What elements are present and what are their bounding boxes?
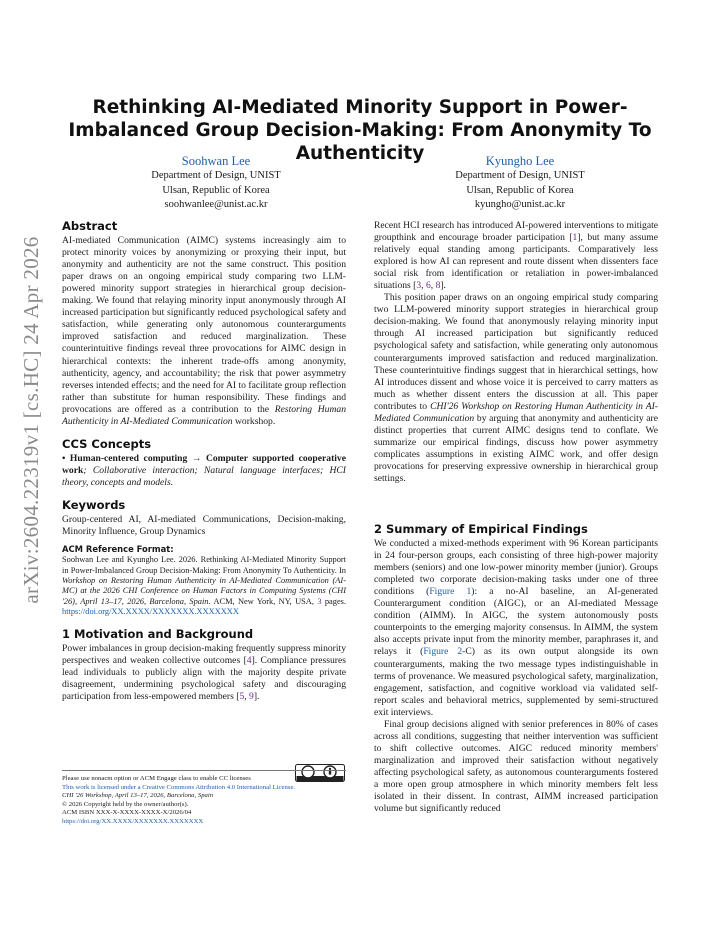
author-location: Ulsan, Republic of Korea — [162, 184, 270, 196]
keywords-text: Group-centered AI, AI-mediated Communications, Decision-making, Minority Influence, Group Dynamics — [62, 514, 346, 538]
section-2-paragraph-1: We conducted a mixed-methods experiment with 96 Korean participants in 24 four-person groups, each consisting of three high-power majority members (seniors) and one low-power minority member (junior). Groups completed two corporate decision-making tasks under one of three conditions (Figure 1): a no-AI baseline, an AI-generated Counterargument condition (AIGC), or an AI-mediated Message condition (AIMM). In AIGC, the system autonomously posts counterpoints to the emerging majority consensus. In AIMM, the system also accepts private input from the minority member, paraphrases it, and relays it (Figure 2-C) as its own output alongside its own counterarguments, making the two message types indistinguishable in terms of provenance. We measured psychological safety, marginalization, engagement, satisfaction, and cognitive workload via validated self-report scales and behavioral metrics, supplemented by semi-structured exit interviews. — [374, 538, 658, 718]
author-email: kyungho@unist.ac.kr — [474, 199, 566, 210]
author-name[interactable]: Kyungho Lee — [485, 154, 555, 168]
footnote-line: CHI '26 Workshop, April 13–17, 2026, Barcelona, Spain — [62, 792, 214, 799]
section-1-heading: 1 Motivation and Background — [62, 626, 254, 641]
copyright-footnote — [62, 770, 346, 826]
author-location: Ulsan, Republic of Korea — [466, 184, 574, 196]
pages-link[interactable]: 3 — [317, 596, 322, 606]
section-2 — [374, 523, 658, 815]
section-2-heading: 2 Summary of Empirical Findings — [374, 522, 588, 536]
ccs-text: • Human-centered computing → Computer supported cooperative work; Collaborative interaction; Natural language interfaces; HCI theory, concepts and models. — [62, 452, 346, 488]
author-dept: Department of Design, UNIST — [151, 170, 281, 181]
author-dept: Department of Design, UNIST — [455, 170, 585, 181]
footnote-line: Please use nonacm option or ACM Engage class to enable CC licenses — [62, 775, 251, 782]
paper-title: Rethinking AI-Mediated Minority Support in Power-Imbalanced Group Decision-Making: From Anonymity To Authenticity — [68, 97, 652, 164]
abstract-heading: Abstract — [62, 219, 118, 233]
intro-paragraph-1: Recent HCI research has introduced AI-powered interventions to mitigate groupthink and encourage broader participation [1], but many assume relatively equal standing among participants. Comparatively less explored is how AI can represent and route dissent when dissenters face social risk from identification or retaliation in power-imbalanced situations [3, 6, 8]. — [374, 220, 658, 292]
doi-link[interactable]: https://doi.org/XX.XXXX/XXXXXXX.XXXXXXX — [62, 607, 239, 617]
author-block-1 — [86, 153, 346, 213]
workshop-name: CHI'26 Workshop on Restoring Human Authenticity in AI-Mediated Communication — [374, 400, 658, 424]
figure-1-link[interactable]: Figure 1 — [429, 586, 472, 598]
arxiv-stamp-text: arXiv:2604.22319v1 [cs.HC] 24 Apr 2026 — [19, 236, 43, 604]
footnote-line: ACM ISBN XXX-X-XXXX-XXXX-X/2026/04 — [62, 809, 192, 816]
keywords-heading: Keywords — [62, 497, 126, 512]
right-column — [374, 220, 658, 485]
figure-2-link[interactable]: Figure 2 — [423, 646, 463, 658]
intro-paragraph-2: This position paper draws on an ongoing empirical study comparing two LLM-powered minority support strategies in hierarchical group decision-making. We found that anonymously relaying minority input through AI increased participation but significantly reduced psychological safety and satisfaction, while generating only autonomous counterarguments improved satisfaction and reduced marginalization. These counterintuitive findings suggest that in hierarchical settings, how AI introduces dissent and whose voice it is perceived to carry matters as much as whether dissent enters the discussion at all. This paper contributes to CHI'26 Workshop on Restoring Human Authenticity in AI-Mediated Communication by arguing that anonymity and authenticity are distinct properties that current AIMC designs tend to conflate. We summarize our empirical findings, discuss how power asymmetry complicates assumptions in existing AIMC work, and offer design provocations for preserving expressive ownership in hierarchical group settings. — [374, 292, 659, 484]
abstract-text: AI-mediated Communication (AIMC) systems increasingly aim to protect minority voices by anonymizing or proxying their input, but anonymity and authenticity are not the same construct. This position paper draws on an ongoing empirical study comparing two LLM-powered minority support strategies in hierarchical group decision-making. We found that relaying minority input anonymously through AI increased participation but significantly reduced psychological safety and satisfaction, while generating only autonomous counterarguments improved satisfaction and reduced marginalization. These counterintuitive findings reveal three provocations for AIMC design in hierarchical contexts: the inherent trade-offs among anonymity, authenticity, agency, and accountability; the risk that power asymmetry reverses intended effects; and the need for AI to facilitate group reflection rather than substitute for human responsibility. These findings and provocations are offered as a contribution to the Restoring Human Authenticity in AI-Mediated Communication workshop. — [62, 235, 346, 427]
section-1-text: Power imbalances in group decision-making frequently suppress minority perspectives and weaken collective outcomes [4]. Compliance pressures lead individuals to publicly align with the majority despite private disagreement, undermining psychological safety and discouraging participation from less-empowered members [5, 9]. — [62, 642, 346, 702]
section-2-paragraph-2: Final group decisions aligned with senior preferences in 80% of cases across all conditions, suggesting that neither intervention was sufficient to shift collective outcomes. AIGC reduced minority members' marginalization and improved their satisfaction without negatively affecting psychological safety, as autonomous counterarguments fostered a more open group atmosphere in which minority members felt less isolated in their dissent. In contrast, AIMM increased participation volume but significantly reduced — [374, 718, 658, 815]
footnote-line: © 2026 Copyright held by the owner/author(s). — [62, 800, 189, 808]
acm-ref-heading: ACM Reference Format: — [62, 544, 174, 555]
workshop-name: Restoring Human Authenticity in AI-Mediated Communication — [62, 403, 346, 427]
footnote-doi-link[interactable]: https://doi.org/XX.XXXX/XXXXXXX.XXXXXXX — [62, 817, 204, 825]
acm-ref-text: Soohwan Lee and Kyungho Lee. 2026. Rethinking AI-Mediated Minority Support in Power-Imbalanced Group Decision-Making: From Anonymity To Authenticity. In Workshop on Restoring Human Authenticity in AI-Mediated Communication (AI-MC) at the 2026 CHI Conference on Human Factors in Computing Systems (CHI '26), April 13–17, 2026, Barcelona, Spain. ACM, New York, NY, USA, 3 pages. https://doi.org/XX.XXXX/XXXXXXX.XXXXXXX — [62, 555, 347, 617]
license-link[interactable]: This work is licensed under a Creative Commons Attribution 4.0 International License. — [62, 783, 296, 791]
ccs-heading: CCS Concepts — [62, 436, 152, 451]
arxiv-stamp-svg — [8, 170, 52, 670]
arxiv-stamp — [8, 170, 52, 670]
author-name[interactable]: Soohwan Lee — [181, 154, 251, 168]
author-block-2 — [390, 153, 650, 213]
left-column — [62, 220, 346, 703]
author-email: soohwanlee@unist.ac.kr — [164, 199, 268, 210]
